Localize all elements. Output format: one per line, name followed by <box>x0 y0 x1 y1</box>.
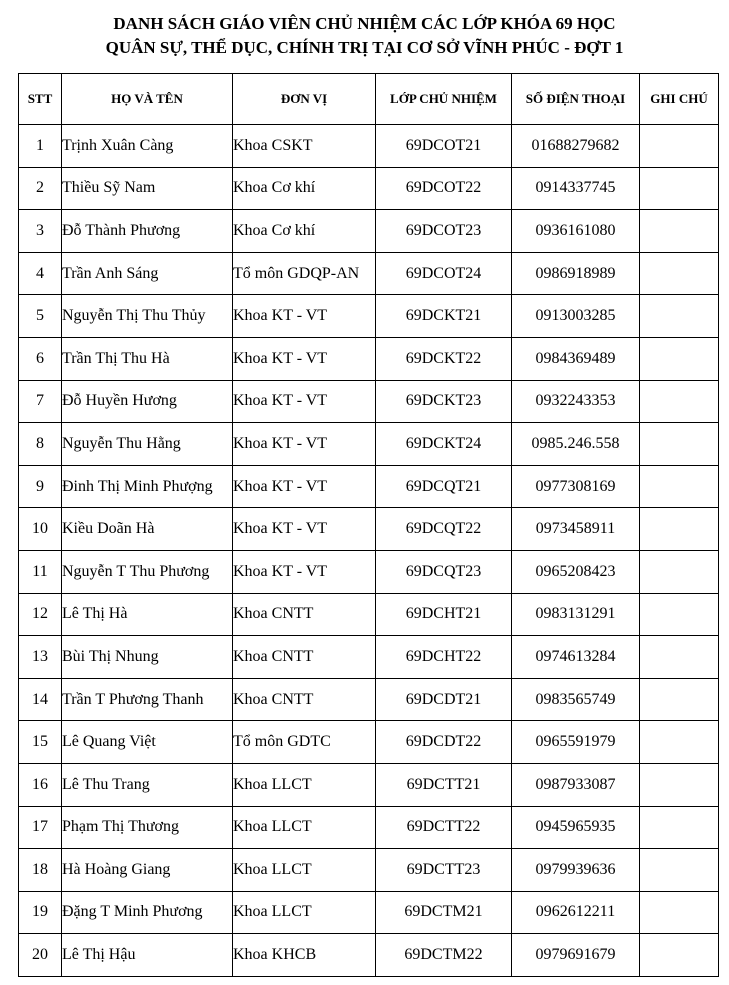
cell-class: 69DCTM21 <box>376 891 512 934</box>
cell-class: 69DCOT21 <box>376 125 512 168</box>
cell-unit: Khoa KT - VT <box>233 508 376 551</box>
cell-unit: Tổ môn GDQP-AN <box>233 252 376 295</box>
table-row <box>19 167 719 210</box>
cell-class: 69DCDT21 <box>376 678 512 721</box>
cell-class: 69DCTT22 <box>376 806 512 849</box>
cell-phone: 0986918989 <box>512 252 640 295</box>
title-line-1: DANH SÁCH GIÁO VIÊN CHỦ NHIỆM CÁC LỚP KHÓA 69 HỌC <box>113 14 616 33</box>
cell-note <box>640 508 719 551</box>
cell-unit: Tổ môn GDTC <box>233 721 376 764</box>
table-row <box>19 465 719 508</box>
cell-phone: 0936161080 <box>512 210 640 253</box>
cell-note <box>640 210 719 253</box>
cell-class: 69DCQT21 <box>376 465 512 508</box>
cell-name: Đỗ Thành Phương <box>62 210 233 253</box>
cell-note <box>640 763 719 806</box>
cell-stt: 19 <box>19 891 62 934</box>
cell-name: Đỗ Huyền Hương <box>62 380 233 423</box>
cell-class: 69DCOT22 <box>376 167 512 210</box>
cell-note <box>640 252 719 295</box>
cell-name: Lê Quang Việt <box>62 721 233 764</box>
cell-stt: 5 <box>19 295 62 338</box>
cell-stt: 10 <box>19 508 62 551</box>
table-row <box>19 891 719 934</box>
cell-phone: 0979691679 <box>512 934 640 977</box>
cell-stt: 18 <box>19 849 62 892</box>
table-row <box>19 849 719 892</box>
cell-phone: 0913003285 <box>512 295 640 338</box>
cell-phone: 0985.246.558 <box>512 423 640 466</box>
header-unit: ĐƠN VỊ <box>233 74 376 125</box>
cell-phone: 0973458911 <box>512 508 640 551</box>
table-body <box>19 125 719 977</box>
cell-note <box>640 380 719 423</box>
cell-phone: 0984369489 <box>512 337 640 380</box>
table-row <box>19 380 719 423</box>
cell-name: Trần T Phương Thanh <box>62 678 233 721</box>
cell-phone: 0987933087 <box>512 763 640 806</box>
table-row <box>19 125 719 168</box>
table-row <box>19 550 719 593</box>
cell-stt: 14 <box>19 678 62 721</box>
cell-stt: 6 <box>19 337 62 380</box>
cell-unit: Khoa CNTT <box>233 678 376 721</box>
table-row <box>19 210 719 253</box>
cell-unit: Khoa KT - VT <box>233 550 376 593</box>
cell-unit: Khoa Cơ khí <box>233 210 376 253</box>
cell-stt: 12 <box>19 593 62 636</box>
cell-note <box>640 593 719 636</box>
cell-name: Kiều Doãn Hà <box>62 508 233 551</box>
cell-class: 69DCKT21 <box>376 295 512 338</box>
cell-phone: 0965208423 <box>512 550 640 593</box>
cell-stt: 9 <box>19 465 62 508</box>
cell-unit: Khoa KT - VT <box>233 380 376 423</box>
table-row <box>19 337 719 380</box>
cell-stt: 2 <box>19 167 62 210</box>
cell-unit: Khoa LLCT <box>233 806 376 849</box>
cell-name: Hà Hoàng Giang <box>62 849 233 892</box>
cell-note <box>640 550 719 593</box>
cell-class: 69DCQT23 <box>376 550 512 593</box>
cell-phone: 0962612211 <box>512 891 640 934</box>
cell-note <box>640 721 719 764</box>
cell-stt: 17 <box>19 806 62 849</box>
cell-phone: 0965591979 <box>512 721 640 764</box>
table-row <box>19 423 719 466</box>
header-name: HỌ VÀ TÊN <box>62 74 233 125</box>
cell-unit: Khoa KT - VT <box>233 295 376 338</box>
cell-note <box>640 891 719 934</box>
cell-stt: 20 <box>19 934 62 977</box>
cell-class: 69DCKT24 <box>376 423 512 466</box>
table-header <box>19 74 719 125</box>
cell-name: Phạm Thị Thương <box>62 806 233 849</box>
cell-unit: Khoa CNTT <box>233 593 376 636</box>
table-row <box>19 721 719 764</box>
cell-stt: 8 <box>19 423 62 466</box>
cell-note <box>640 636 719 679</box>
cell-name: Trịnh Xuân Càng <box>62 125 233 168</box>
cell-phone: 0983565749 <box>512 678 640 721</box>
table-row <box>19 678 719 721</box>
table-row <box>19 295 719 338</box>
cell-note <box>640 423 719 466</box>
header-note: GHI CHÚ <box>640 74 719 125</box>
cell-class: 69DCOT23 <box>376 210 512 253</box>
cell-class: 69DCKT23 <box>376 380 512 423</box>
cell-class: 69DCOT24 <box>376 252 512 295</box>
cell-unit: Khoa KT - VT <box>233 337 376 380</box>
cell-name: Bùi Thị Nhung <box>62 636 233 679</box>
cell-name: Lê Thị Hà <box>62 593 233 636</box>
table-row <box>19 763 719 806</box>
cell-stt: 3 <box>19 210 62 253</box>
cell-class: 69DCHT21 <box>376 593 512 636</box>
cell-unit: Khoa CNTT <box>233 636 376 679</box>
title-line-2: QUÂN SỰ, THỂ DỤC, CHÍNH TRỊ TẠI CƠ SỞ VĨNH PHÚC - ĐỢT 1 <box>105 38 624 57</box>
cell-stt: 16 <box>19 763 62 806</box>
cell-unit: Khoa LLCT <box>233 849 376 892</box>
table-row <box>19 934 719 977</box>
cell-note <box>640 849 719 892</box>
cell-unit: Khoa KT - VT <box>233 423 376 466</box>
cell-unit: Khoa Cơ khí <box>233 167 376 210</box>
cell-note <box>640 125 719 168</box>
cell-name: Thiều Sỹ Nam <box>62 167 233 210</box>
cell-name: Nguyễn Thị Thu Thủy <box>62 295 233 338</box>
cell-note <box>640 337 719 380</box>
cell-note <box>640 678 719 721</box>
cell-name: Trần Thị Thu Hà <box>62 337 233 380</box>
table-row <box>19 636 719 679</box>
table-row <box>19 806 719 849</box>
header-row <box>19 74 719 125</box>
cell-stt: 13 <box>19 636 62 679</box>
cell-class: 69DCKT22 <box>376 337 512 380</box>
header-class: LỚP CHỦ NHIỆM <box>376 74 512 125</box>
cell-note <box>640 934 719 977</box>
cell-class: 69DCTT21 <box>376 763 512 806</box>
cell-unit: Khoa KT - VT <box>233 465 376 508</box>
cell-name: Lê Thị Hậu <box>62 934 233 977</box>
cell-unit: Khoa KHCB <box>233 934 376 977</box>
cell-name: Lê Thu Trang <box>62 763 233 806</box>
cell-phone: 0945965935 <box>512 806 640 849</box>
cell-unit: Khoa LLCT <box>233 763 376 806</box>
cell-name: Nguyễn T Thu Phương <box>62 550 233 593</box>
cell-class: 69DCHT22 <box>376 636 512 679</box>
cell-name: Đinh Thị Minh Phượng <box>62 465 233 508</box>
cell-name: Trần Anh Sáng <box>62 252 233 295</box>
cell-name: Nguyễn Thu Hằng <box>62 423 233 466</box>
cell-phone: 0979939636 <box>512 849 640 892</box>
document-title <box>0 12 729 60</box>
cell-phone: 0983131291 <box>512 593 640 636</box>
cell-class: 69DCTT23 <box>376 849 512 892</box>
cell-phone: 01688279682 <box>512 125 640 168</box>
cell-phone: 0977308169 <box>512 465 640 508</box>
cell-phone: 0914337745 <box>512 167 640 210</box>
cell-unit: Khoa CSKT <box>233 125 376 168</box>
cell-class: 69DCTM22 <box>376 934 512 977</box>
header-stt: STT <box>19 74 62 125</box>
teacher-table <box>18 73 719 977</box>
cell-unit: Khoa LLCT <box>233 891 376 934</box>
cell-stt: 7 <box>19 380 62 423</box>
cell-stt: 1 <box>19 125 62 168</box>
cell-class: 69DCQT22 <box>376 508 512 551</box>
cell-stt: 11 <box>19 550 62 593</box>
cell-note <box>640 465 719 508</box>
cell-phone: 0974613284 <box>512 636 640 679</box>
cell-note <box>640 167 719 210</box>
table-row <box>19 508 719 551</box>
cell-stt: 15 <box>19 721 62 764</box>
cell-stt: 4 <box>19 252 62 295</box>
table-row <box>19 593 719 636</box>
table-row <box>19 252 719 295</box>
cell-note <box>640 806 719 849</box>
cell-name: Đặng T Minh Phương <box>62 891 233 934</box>
header-phone: SỐ ĐIỆN THOẠI <box>512 74 640 125</box>
cell-note <box>640 295 719 338</box>
cell-class: 69DCDT22 <box>376 721 512 764</box>
cell-phone: 0932243353 <box>512 380 640 423</box>
